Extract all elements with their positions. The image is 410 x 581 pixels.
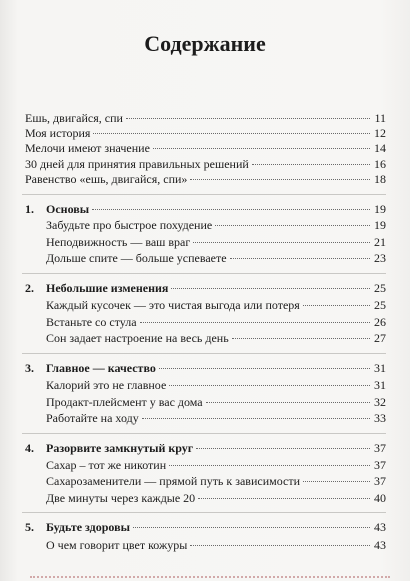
dot-leader bbox=[193, 242, 370, 243]
toc-subentry-label: Забудьте про быстрое похудение bbox=[46, 218, 213, 232]
dot-leader bbox=[190, 179, 370, 180]
toc-entry-label: 30 дней для принятия правильных решений bbox=[25, 157, 249, 171]
section-divider bbox=[22, 353, 386, 354]
toc-subentry-page: 31 bbox=[374, 378, 386, 392]
toc-subentry-page: 33 bbox=[374, 411, 386, 425]
toc-subentry bbox=[46, 218, 386, 232]
dot-leader bbox=[169, 385, 370, 386]
toc-subentry-label: Дольше спите — больше успеваете bbox=[46, 251, 227, 265]
chapter-page: 43 bbox=[374, 520, 386, 534]
dot-leader bbox=[230, 258, 370, 259]
chapter-title: Небольшие изменения bbox=[46, 281, 169, 295]
toc-subentry-page: 32 bbox=[374, 395, 386, 409]
chapter-page: 19 bbox=[374, 202, 386, 216]
toc-subentry-page: 37 bbox=[374, 458, 386, 472]
toc-subentry bbox=[46, 378, 386, 392]
toc-subentry-page: 26 bbox=[374, 315, 386, 329]
toc-subentry-page: 27 bbox=[374, 331, 386, 345]
toc-subentry bbox=[46, 298, 386, 312]
chapter-number: 3. bbox=[25, 361, 34, 375]
chapter-number: 1. bbox=[25, 202, 34, 216]
section-divider bbox=[22, 194, 386, 195]
dot-leader bbox=[93, 133, 370, 134]
chapter-title: Основы bbox=[46, 202, 90, 216]
chapter-heading bbox=[25, 202, 386, 216]
toc-subentry-page: 23 bbox=[374, 251, 386, 265]
dot-leader bbox=[206, 402, 370, 403]
chapter-heading bbox=[25, 441, 386, 455]
toc-entry bbox=[25, 141, 386, 155]
dot-leader bbox=[133, 527, 370, 528]
toc-subentry-page: 37 bbox=[374, 474, 386, 488]
toc-subentry-label: О чем говорит цвет кожуры bbox=[46, 538, 188, 552]
dot-leader bbox=[142, 418, 370, 419]
dot-leader bbox=[232, 338, 370, 339]
toc-subentry bbox=[46, 491, 386, 505]
dot-leader bbox=[159, 368, 370, 369]
chapter-heading bbox=[25, 520, 386, 534]
toc-subentry-page: 19 bbox=[374, 218, 386, 232]
dot-leader bbox=[252, 164, 370, 165]
toc-entry bbox=[25, 126, 386, 140]
toc-subentry-page: 21 bbox=[374, 235, 386, 249]
toc-entry-label: Моя история bbox=[25, 126, 91, 140]
toc-subentry-page: 25 bbox=[374, 298, 386, 312]
dot-leader bbox=[303, 305, 370, 306]
chapter-title: Главное — качество bbox=[46, 361, 156, 375]
chapter-page: 31 bbox=[374, 361, 386, 375]
chapter-number: 5. bbox=[25, 520, 34, 534]
toc-entry bbox=[25, 111, 386, 125]
toc-subentry-label: Сон задает настроение на весь день bbox=[46, 331, 229, 345]
chapter-title: Будьте здоровы bbox=[46, 520, 130, 534]
toc-entry-page: 12 bbox=[374, 126, 386, 140]
toc-entry-page: 14 bbox=[374, 141, 386, 155]
toc-subentry-label: Работайте на ходу bbox=[46, 411, 139, 425]
chapter-page: 25 bbox=[374, 281, 386, 295]
dot-leader bbox=[126, 118, 370, 119]
toc-subentry bbox=[46, 395, 386, 409]
toc-subentry bbox=[46, 458, 386, 472]
toc-entry-page: 16 bbox=[374, 157, 386, 171]
toc-subentry bbox=[46, 235, 386, 249]
toc-subentry bbox=[46, 315, 386, 329]
toc-subentry-page: 40 bbox=[374, 491, 386, 505]
toc-entry-label: Равенство «ешь, двигайся, спи» bbox=[25, 172, 188, 186]
chapter-title: Разорвите замкнутый круг bbox=[46, 441, 194, 455]
dot-leader bbox=[140, 322, 370, 323]
toc-subentry-label: Сахар – тот же никотин bbox=[46, 458, 167, 472]
chapter-number: 4. bbox=[25, 441, 34, 455]
chapter-heading bbox=[25, 281, 386, 295]
dot-leader bbox=[171, 288, 370, 289]
dot-leader bbox=[303, 481, 370, 482]
page-bottom-edge bbox=[30, 576, 390, 580]
dot-leader bbox=[169, 465, 370, 466]
toc-entry-page: 11 bbox=[374, 111, 386, 125]
chapter-number: 2. bbox=[25, 281, 34, 295]
toc-subentry bbox=[46, 251, 386, 265]
toc-entry bbox=[25, 157, 386, 171]
toc-subentry bbox=[46, 474, 386, 488]
toc-subentry-label: Продакт-плейсмент у вас дома bbox=[46, 395, 203, 409]
chapter-heading bbox=[25, 361, 386, 375]
toc-entry bbox=[25, 172, 386, 186]
toc-subentry-page: 43 bbox=[374, 538, 386, 552]
toc-subentry-label: Каждый кусочек — это чистая выгода или потеря bbox=[46, 298, 300, 312]
toc-subentry bbox=[46, 411, 386, 425]
toc-entry-label: Мелочи имеют значение bbox=[25, 141, 150, 155]
toc-subentry bbox=[46, 538, 386, 552]
toc-entry-label: Ешь, двигайся, спи bbox=[25, 111, 123, 125]
toc-subentry-label: Встаньте со стула bbox=[46, 315, 137, 329]
toc-subentry-label: Неподвижность — ваш враг bbox=[46, 235, 191, 249]
dot-leader bbox=[190, 545, 370, 546]
toc-subentry-label: Две минуты через каждые 20 bbox=[46, 491, 196, 505]
dot-leader bbox=[153, 148, 370, 149]
section-divider bbox=[22, 512, 386, 513]
dot-leader bbox=[215, 225, 370, 226]
toc-subentry-label: Калорий это не главное bbox=[46, 378, 167, 392]
toc-entry-page: 18 bbox=[374, 172, 386, 186]
page-title: Содержание bbox=[144, 31, 266, 56]
dot-leader bbox=[196, 448, 370, 449]
dot-leader bbox=[92, 209, 370, 210]
toc-subentry bbox=[46, 331, 386, 345]
toc-subentry-label: Сахарозаменители — прямой путь к зависимости bbox=[46, 474, 301, 488]
section-divider bbox=[22, 273, 386, 274]
section-divider bbox=[22, 433, 386, 434]
chapter-page: 37 bbox=[374, 441, 386, 455]
dot-leader bbox=[198, 498, 370, 499]
